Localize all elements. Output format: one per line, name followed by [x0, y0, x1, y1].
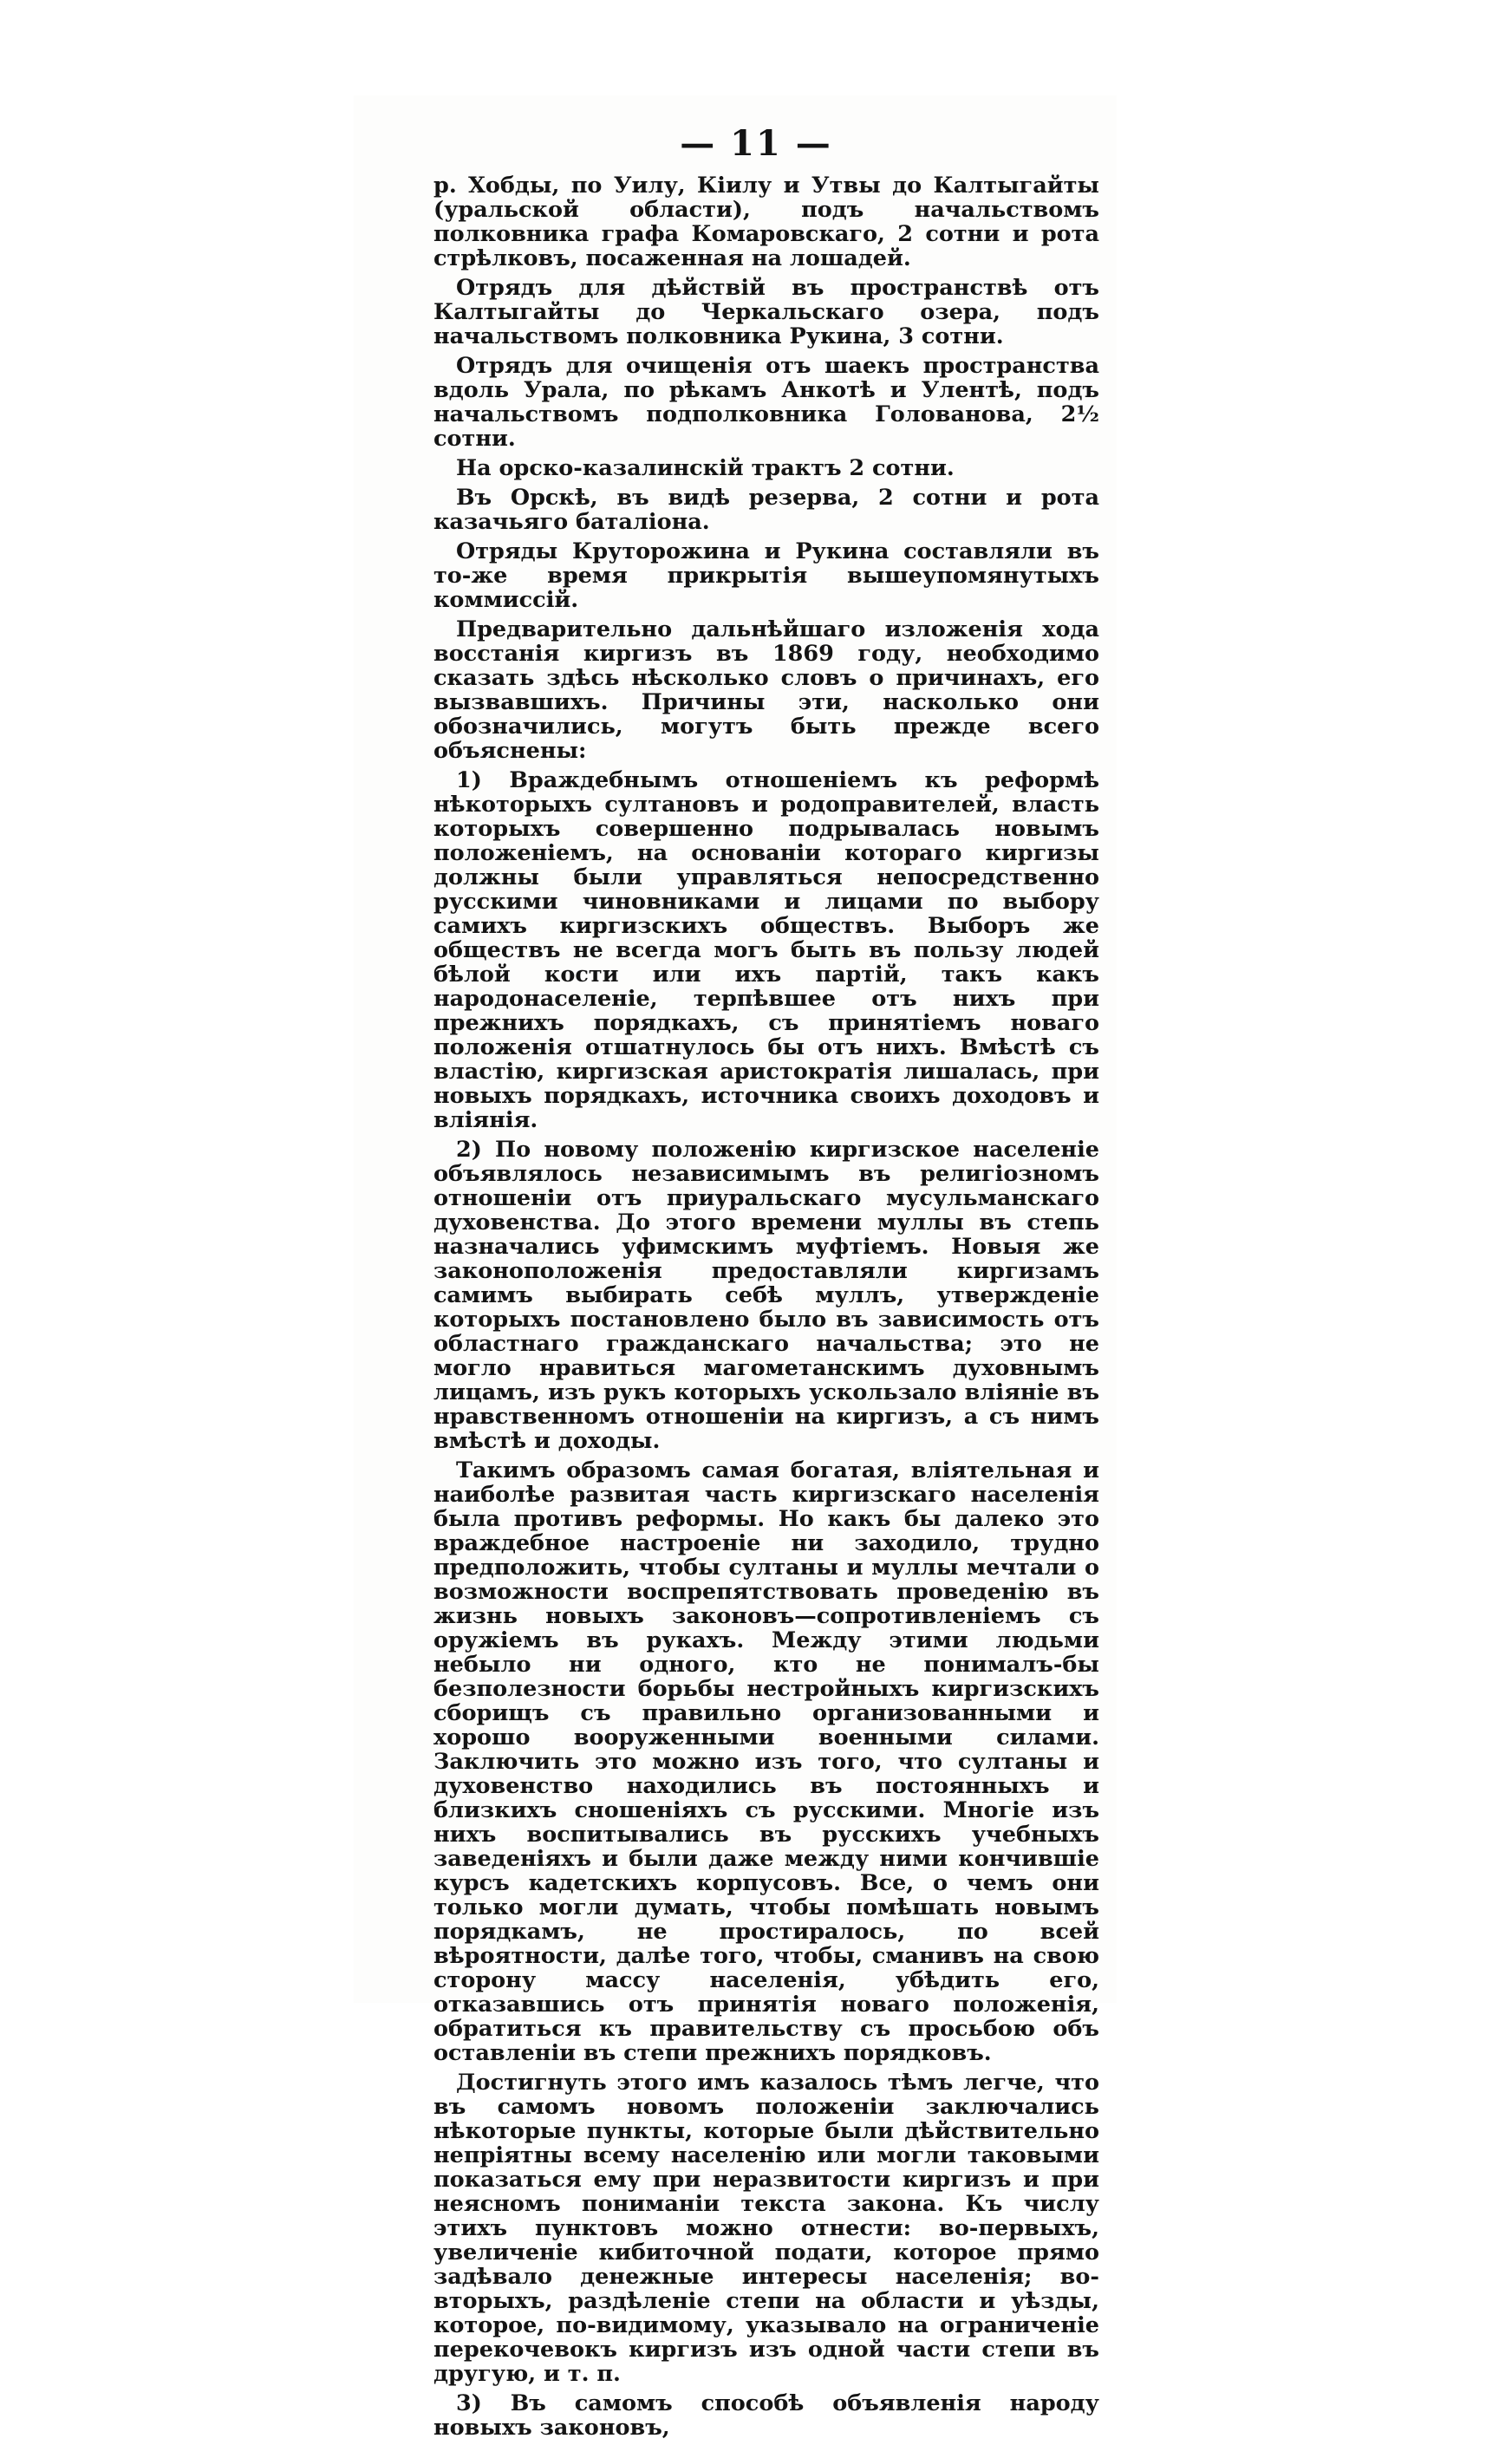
- paragraph: 2) По новому положенiю киргизское населенiе объявлялось независимымъ въ религiозномъ отношенiи отъ приуральскаго мусульманскаго духовенства. До этого времени муллы въ степь назначались уфимскимъ муфтiемъ. Новыя же законоположенiя предоставляли киргизамъ самимъ выбирать себѣ муллъ, утвержденiе которыхъ постановлено было въ зависимость отъ областнаго гражданскаго начальства; это не могло нравиться магометанскимъ духовнымъ лицамъ, изъ рукъ которыхъ ускользало влiянiе въ нравственномъ отношенiи на киргизъ, а съ нимъ вмѣстѣ и доходы.: [433, 1137, 1099, 1454]
- paragraph: Такимъ образомъ самая богатая, влiятельная и наиболѣе развитая часть киргизскаго населенiя была противъ реформы. Но какъ бы далеко это враждебное настроенiе ни заходило, трудно предположить, чтобы султаны и муллы мечтали о возможности воспрепятствовать проведенiю въ жизнь новыхъ законовъ—сопротивленiемъ съ оружiемъ въ рукахъ. Между этими людьми небыло ни одного, кто не понималъ-бы безполезности борьбы нестройныхъ киргизскихъ сборищъ съ правильно организованными и хорошо вооруженными военными силами. Заключить это можно изъ того, что султаны и духовенство находились въ постоянныхъ и близкихъ сношенiяхъ съ русскими. Многiе изъ нихъ воспитывались въ русскихъ учебныхъ заведенiяхъ и были даже между ними кончившiе курсъ кадетскихъ корпусовъ. Все, о чемъ они только могли думать, чтобы помѣшать новымъ порядкамъ, не простиралось, по всей вѣроятности, далѣе того, чтобы, сманивъ на свою сторону массу населенiя, убѣдить его, отказавшись отъ принятiя новаго положенiя, обратиться къ правительству съ просьбою объ оставленiи въ степи прежнихъ порядковъ.: [433, 1457, 1099, 2066]
- paragraph: Достигнуть этого имъ казалось тѣмъ легче, что въ самомъ новомъ положенiи заключались нѣкоторые пункты, которые были дѣйствительно непрiятны всему населенiю или могли таковыми показаться ему при неразвитости киргизъ и при неясномъ пониманiи текста закона. Къ числу этихъ пунктовъ можно отнести: во-первыхъ, увеличенiе кибиточной подати, которое прямо задѣвало денежные интересы населенiя; во-вторыхъ, раздѣленiе степи на области и уѣзды, которое, по-видимому, указывало на ограниченiе перекочевокъ киргизъ изъ одной части степи въ другую, и т. п.: [433, 2070, 1099, 2387]
- paragraph: 1) Враждебнымъ отношенiемъ къ реформѣ нѣкоторыхъ султановъ и родоправителей, власть которыхъ совершенно подрывалась новымъ положенiемъ, на основанiи котораго киргизы должны были управляться непосредственно русскими чиновниками и лицами по выбору самихъ киргизскихъ обществъ. Выборъ же обществъ не всегда могъ быть въ пользу людей бѣлой кости или ихъ партiй, такъ какъ народонаселенiе, терпѣвшее отъ нихъ при прежнихъ порядкахъ, съ принятiемъ новаго положенiя отшатнулось бы отъ нихъ. Вмѣстѣ съ властiю, киргизская аристократiя лишалась, при новыхъ порядкахъ, источника своихъ доходовъ и влiянiя.: [433, 767, 1099, 1133]
- paragraph: Въ Орскѣ, въ видѣ резерва, 2 сотни и рота казачьяго баталiона.: [433, 485, 1099, 535]
- paragraph: На орско-казалинскiй трактъ 2 сотни.: [456, 455, 955, 481]
- paragraph: Отрядъ для дѣйствiй въ пространствѣ отъ Калтыгайты до Черкальскаго озера, подъ начальствомъ полковника Рукина, 3 сотни.: [433, 275, 1099, 349]
- paragraph: Отрядъ для очищенiя отъ шаекъ пространства вдоль Урала, по рѣкамъ Анкотѣ и Улентѣ, подъ начальствомъ подполковника Голованова, 2½ сотни.: [433, 353, 1099, 452]
- paragraph: Предварительно дальнѣйшаго изложенiя хода восстанiя киргизъ въ 1869 году, необходимо сказать здѣсь нѣсколько словъ о причинахъ, его вызвавшихъ. Причины эти, насколько они обозначились, могутъ быть прежде всего объяснены:: [433, 616, 1099, 764]
- text-column: [433, 173, 1099, 2445]
- paragraph: 3) Въ самомъ способѣ объявленiя народу новыхъ законовъ,: [433, 2390, 1099, 2441]
- page-number: — 11 —: [680, 123, 832, 164]
- paragraph: р. Хобды, по Уилу, Кiилу и Утвы до Калтыгайты (уральской области), подъ начальствомъ полковника графа Комаровскаго, 2 сотни и рота стрѣлковъ, посаженная на лошадей.: [433, 173, 1099, 271]
- paragraph: Отряды Круторожина и Рукина составляли въ то-же время прикрытiя вышеупомянутыхъ коммиссiй.: [433, 538, 1099, 613]
